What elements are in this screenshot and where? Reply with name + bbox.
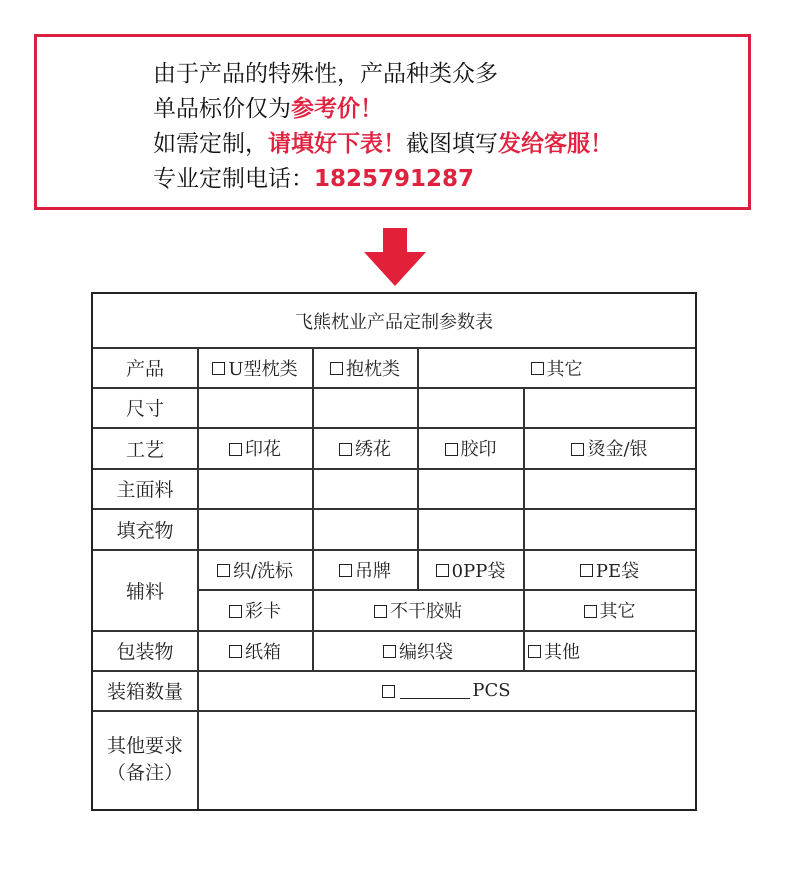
option-woven-bag[interactable]: 编织袋: [313, 631, 523, 670]
option-accessory-other[interactable]: 其它: [524, 590, 695, 630]
fill-form-highlight: 请填好下表！: [268, 131, 406, 157]
label-box-quantity: 装箱数量: [106, 681, 183, 703]
option-opp-bag[interactable]: 0PP袋: [418, 550, 523, 589]
notice-line-2: 单品标价仅为参考价！: [153, 96, 383, 122]
quantity-blank[interactable]: [400, 682, 470, 699]
option-woven-label[interactable]: 织/洗标: [198, 550, 312, 589]
customization-form: [91, 292, 697, 811]
checkbox-icon[interactable]: [531, 362, 544, 375]
checkbox-icon[interactable]: [584, 605, 597, 618]
checkbox-icon[interactable]: [330, 362, 343, 375]
divider: [417, 387, 419, 549]
checkbox-icon[interactable]: [580, 564, 593, 577]
reference-price-highlight: 参考价！: [291, 96, 383, 122]
label-main-fabric: 主面料: [116, 479, 174, 501]
phone-number[interactable]: 1825791287: [314, 166, 475, 192]
checkbox-icon[interactable]: [383, 645, 396, 658]
option-pe-bag[interactable]: PE袋: [524, 550, 695, 589]
checkbox-icon[interactable]: [382, 685, 395, 698]
notice-line-1: 由于产品的特殊性，产品种类众多: [153, 61, 498, 87]
option-product-other[interactable]: 其它: [418, 348, 695, 387]
checkbox-icon[interactable]: [528, 645, 541, 658]
checkbox-icon[interactable]: [571, 443, 584, 456]
notice-box: [34, 34, 751, 210]
checkbox-icon[interactable]: [445, 443, 458, 456]
box-quantity-field[interactable]: PCS: [198, 671, 695, 710]
checkbox-icon[interactable]: [374, 605, 387, 618]
checkbox-icon[interactable]: [339, 443, 352, 456]
notice-text: [153, 57, 613, 197]
label-filling: 填充物: [116, 519, 174, 542]
option-print[interactable]: 印花: [198, 428, 312, 468]
label-accessories: 辅料: [125, 580, 164, 603]
option-sticker[interactable]: 不干胶贴: [313, 590, 523, 630]
checkbox-icon[interactable]: [212, 362, 225, 375]
option-rubber-print[interactable]: 胶印: [418, 428, 523, 468]
label-packaging: 包装物: [116, 641, 174, 663]
down-arrow-icon: [364, 228, 426, 286]
label-craft: 工艺: [125, 438, 164, 461]
form-title: 飞熊枕业产品定制参数表: [295, 311, 493, 333]
option-embroidery[interactable]: 绣花: [313, 428, 417, 468]
checkbox-icon[interactable]: [229, 645, 242, 658]
divider: [312, 387, 314, 549]
option-hug-pillow[interactable]: 抱枕类: [313, 348, 417, 387]
label-size: 尺寸: [125, 398, 164, 420]
label-other-requirements: 其他要求 （备注）: [106, 735, 183, 784]
checkbox-icon[interactable]: [436, 564, 449, 577]
label-product: 产品: [125, 358, 164, 380]
option-hot-stamp[interactable]: 烫金/银: [524, 428, 695, 468]
checkbox-icon[interactable]: [217, 564, 230, 577]
option-color-card[interactable]: 彩卡: [198, 590, 312, 630]
send-service-highlight: 发给客服！: [498, 131, 613, 157]
option-packaging-other[interactable]: 其他: [524, 631, 695, 670]
checkbox-icon[interactable]: [229, 605, 242, 618]
divider: [523, 387, 525, 549]
notice-line-3: 如需定制，请填好下表！截图填写发给客服！: [153, 131, 613, 157]
checkbox-icon[interactable]: [339, 564, 352, 577]
notice-line-4: 专业定制电话：1825791287: [153, 166, 475, 192]
option-hang-tag[interactable]: 吊牌: [313, 550, 417, 589]
checkbox-icon[interactable]: [229, 443, 242, 456]
option-u-pillow[interactable]: U型枕类: [198, 348, 312, 387]
other-requirements-field[interactable]: [198, 711, 695, 809]
option-carton[interactable]: 纸箱: [198, 631, 312, 670]
